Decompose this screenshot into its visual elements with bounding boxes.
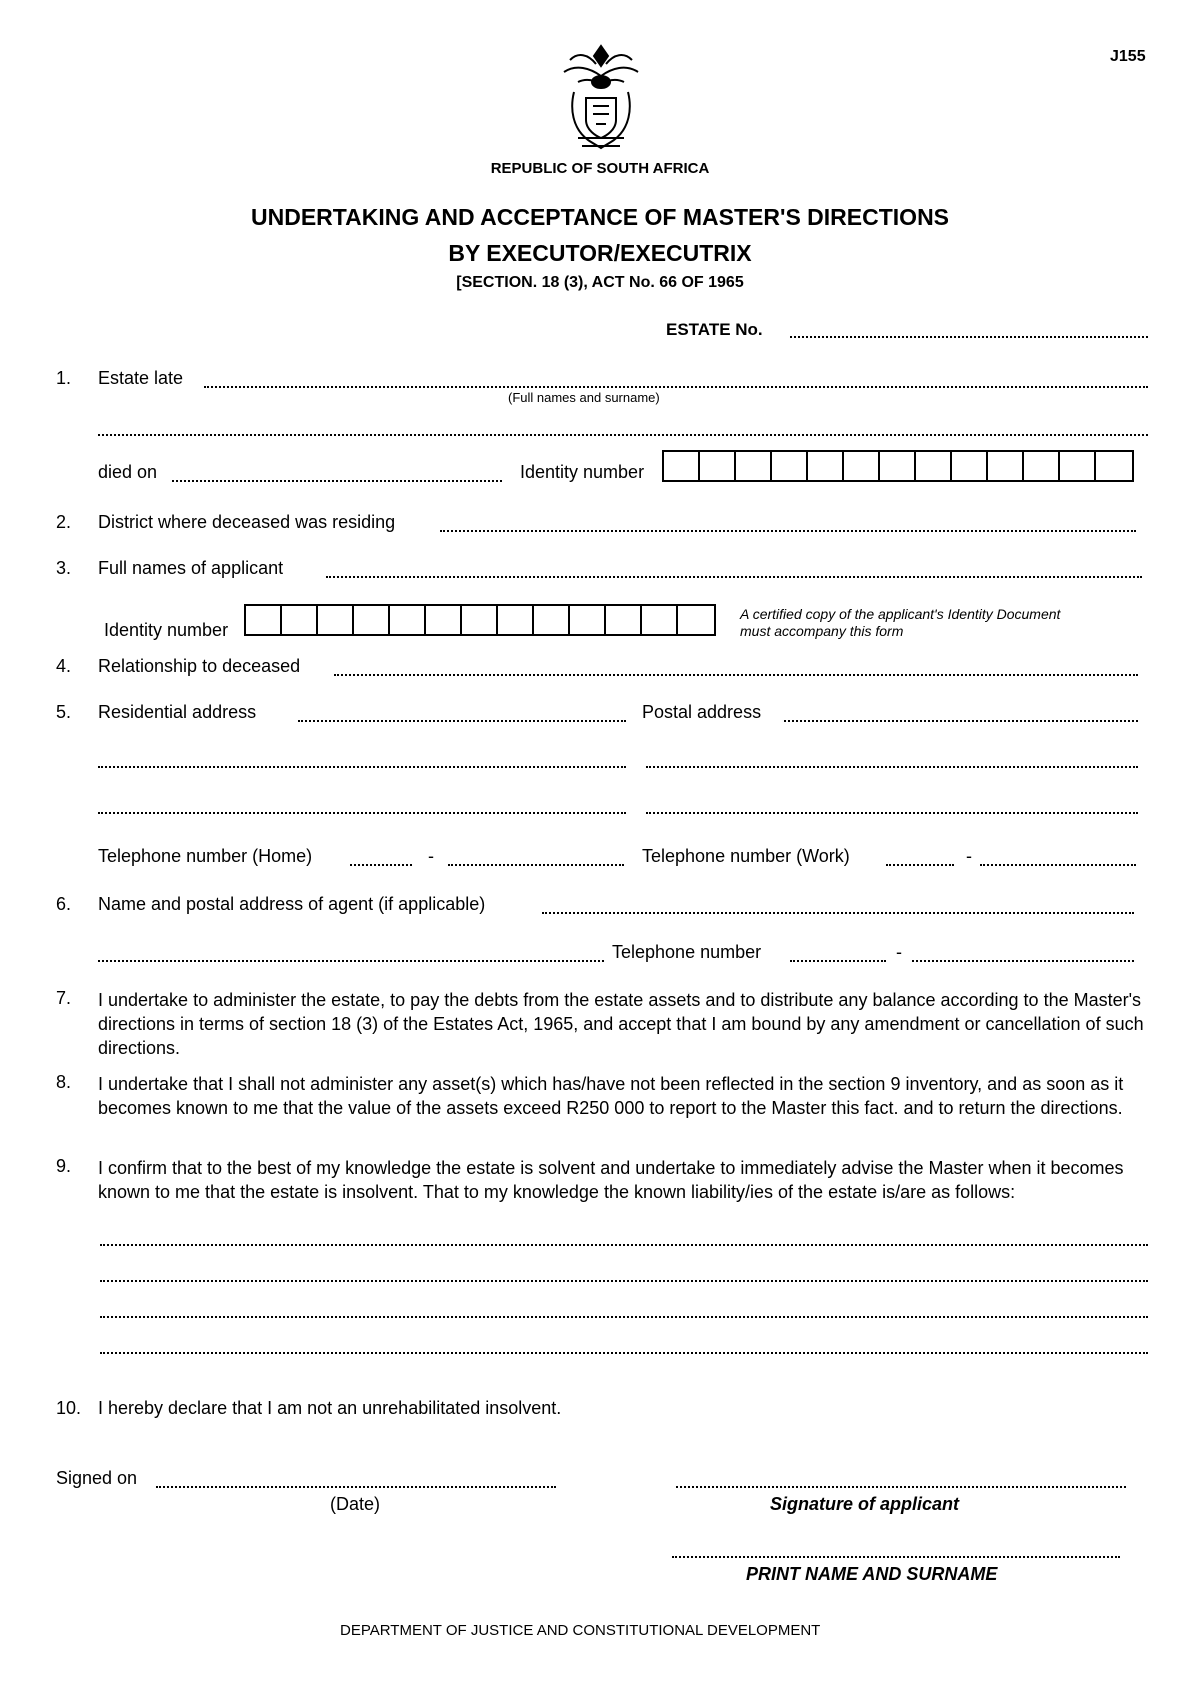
liabilities-line2[interactable] [100,1280,1148,1282]
applicant-id-label: Identity number [104,620,229,640]
form-code: J155 [1110,48,1146,65]
undertaking-paragraph: I undertake to administer the estate, to pay the debts from the estate assets and to distribute any balance according to the Master's directions in terms of section 18 (3) of the Estates Act, 1965, and accept that I am bound by any amendment or cancellation of such directions. [98,990,1144,1058]
signature-field[interactable] [676,1486,1126,1488]
id-note-line2: must accompany this form [740,623,904,639]
full-names-hint: (Full names and surname) [508,390,660,405]
signature-label: Signature of applicant [770,1494,960,1514]
form-title-line1: UNDERTAKING AND ACCEPTANCE OF MASTER'S DIRECTIONS [250,204,950,230]
solvency-paragraph: I confirm that to the best of my knowledge the estate is solvent and undertake to immediately advise the Master when it becomes known to me that the estate is insolvent. That to my knowledge the known liability/ies of the estate is/are as follows: [98,1158,1124,1202]
applicant-name-label: Full names of applicant [98,558,284,578]
relationship-field[interactable] [334,674,1138,676]
liabilities-line3[interactable] [100,1316,1148,1318]
applicant-id-grid[interactable] [244,604,716,636]
agent-tel-code-field[interactable] [790,960,886,962]
date-hint: (Date) [330,1494,381,1514]
tel-home-number-field[interactable] [448,864,624,866]
item-number: 2. [56,512,72,532]
postal-address-field[interactable] [784,720,1138,722]
liabilities-line1[interactable] [100,1244,1148,1246]
tel-home-label: Telephone number (Home) [98,846,313,866]
deceased-id-label: Identity number [520,462,645,482]
item-number: 7. [56,988,72,1008]
item-number: 4. [56,656,72,676]
postal-address-label: Postal address [642,702,762,722]
dash-separator: - [896,942,902,962]
id-document-note [740,606,1060,640]
residential-address-line3[interactable] [98,812,626,814]
postal-address-line2[interactable] [646,766,1138,768]
applicant-name-field[interactable] [326,576,1142,578]
tel-work-number-field[interactable] [980,864,1136,866]
estate-late-label: Estate late [98,368,184,388]
agent-telephone-label: Telephone number [612,942,762,962]
signed-on-label: Signed on [56,1468,138,1488]
liabilities-line4[interactable] [100,1352,1148,1354]
country-name: REPUBLIC OF SOUTH AFRICA [490,160,710,177]
agent-tel-number-field[interactable] [912,960,1134,962]
asset-undertaking-paragraph: I undertake that I shall not administer any asset(s) which has/have not been reflected in the section 9 inventory, and as soon as it becomes known to me that the value of the assets exceed R250 000 to report to the Master this fact. and to return the directions. [98,1074,1124,1118]
item-number: 5. [56,702,72,722]
department-footer: DEPARTMENT OF JUSTICE AND CONSTITUTIONAL DEVELOPMENT [340,1622,821,1639]
deceased-id-grid[interactable] [662,450,1134,482]
tel-home-code-field[interactable] [350,864,412,866]
print-name-field[interactable] [672,1556,1120,1558]
estate-no-label: ESTATE No. [666,320,763,339]
estate-late-field-line2[interactable] [98,434,1148,436]
residential-address-line2[interactable] [98,766,626,768]
item-number: 6. [56,894,72,914]
agent-field[interactable] [542,912,1134,914]
residential-address-label: Residential address [98,702,257,722]
item-number: 8. [56,1072,72,1092]
agent-label: Name and postal address of agent (if applicable) [98,894,486,914]
dash-separator: - [966,846,972,866]
postal-address-line3[interactable] [646,812,1138,814]
estate-late-field[interactable] [204,386,1148,388]
tel-work-code-field[interactable] [886,864,954,866]
district-field[interactable] [440,530,1136,532]
print-name-label: PRINT NAME AND SURNAME [746,1564,998,1584]
estate-no-field[interactable] [790,336,1148,338]
id-note-line1: A certified copy of the applicant's Identity Document [740,606,1061,622]
relationship-label: Relationship to deceased [98,656,301,676]
district-label: District where deceased was residing [98,512,396,532]
form-subtitle: [SECTION. 18 (3), ACT No. 66 OF 1965 [456,274,744,291]
insolvency-declaration: I hereby declare that I am not an unrehabilitated insolvent. [98,1398,562,1418]
died-on-field[interactable] [172,480,502,482]
item-number: 9. [56,1156,72,1176]
coat-of-arms-icon [558,42,644,152]
signed-on-date-field[interactable] [156,1486,556,1488]
item-number: 1. [56,368,72,388]
tel-work-label: Telephone number (Work) [642,846,850,866]
form-title-line2: BY EXECUTOR/EXECUTRIX [448,240,752,266]
agent-field-line2[interactable] [98,960,604,962]
residential-address-field[interactable] [298,720,626,722]
item-number: 10. [56,1398,82,1418]
dash-separator: - [428,846,434,866]
item-number: 3. [56,558,72,578]
died-on-label: died on [98,462,158,482]
